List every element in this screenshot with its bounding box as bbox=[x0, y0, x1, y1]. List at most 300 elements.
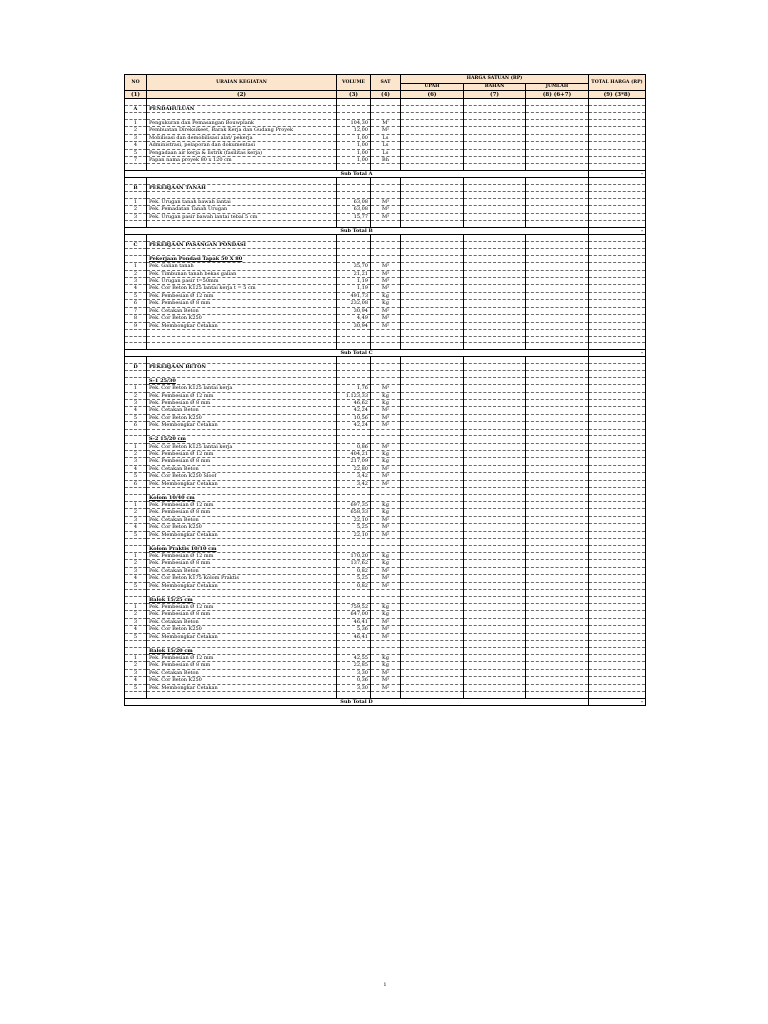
subsection-row bbox=[125, 647, 646, 654]
header-num-8: (8) (6+7) bbox=[526, 91, 589, 99]
cell-total bbox=[589, 263, 646, 270]
cell-volume: 30,94 bbox=[337, 322, 371, 329]
cell-no bbox=[125, 164, 147, 171]
cell-bahan bbox=[464, 329, 526, 336]
table-row bbox=[125, 422, 646, 429]
cell-total bbox=[589, 249, 646, 256]
cell-total bbox=[589, 647, 646, 654]
cell-upah bbox=[401, 357, 464, 364]
cell-bahan bbox=[464, 669, 526, 676]
cell-upah bbox=[401, 501, 464, 508]
cell-total bbox=[589, 371, 646, 378]
cell-total bbox=[589, 560, 646, 567]
cell-volume bbox=[337, 487, 371, 494]
cell-volume: 3,30 bbox=[337, 684, 371, 691]
cell-total bbox=[589, 524, 646, 531]
page-number: 1 bbox=[383, 982, 387, 988]
cell-total bbox=[589, 677, 646, 684]
cell-sat bbox=[371, 539, 401, 546]
cell-sat: M² bbox=[371, 480, 401, 487]
cell-sat: M³ bbox=[371, 315, 401, 322]
cell-bahan bbox=[464, 414, 526, 421]
cell-upah bbox=[401, 392, 464, 399]
cell-jumlah bbox=[526, 336, 589, 343]
cell-volume bbox=[337, 590, 371, 597]
cell-total bbox=[589, 142, 646, 149]
cell-bahan bbox=[464, 120, 526, 127]
cell-uraian bbox=[147, 357, 337, 364]
header-num-9: (9) (3*8) bbox=[589, 91, 646, 99]
cell-total bbox=[589, 392, 646, 399]
cell-sat bbox=[371, 221, 401, 228]
cell-jumlah bbox=[526, 343, 589, 350]
cell-total bbox=[589, 278, 646, 285]
cell-upah bbox=[401, 458, 464, 465]
cell-volume: 42,55 bbox=[337, 655, 371, 662]
table-row bbox=[125, 285, 646, 292]
cell-total bbox=[589, 127, 646, 134]
cell-no bbox=[125, 545, 147, 552]
cell-total bbox=[589, 134, 646, 141]
cell-sat: M' bbox=[371, 120, 401, 127]
cell-sat: Kg bbox=[371, 399, 401, 406]
cell-volume bbox=[337, 99, 371, 106]
cell-uraian bbox=[147, 539, 337, 546]
cell-uraian: Papan nama proyek 80 x 120 cm bbox=[147, 157, 337, 164]
table-row bbox=[125, 677, 646, 684]
cell-bahan bbox=[464, 399, 526, 406]
cell-sat: Ls bbox=[371, 142, 401, 149]
cell-no bbox=[125, 235, 147, 242]
cell-no: 2 bbox=[125, 392, 147, 399]
cell-no: 3 bbox=[125, 618, 147, 625]
cell-sat bbox=[371, 329, 401, 336]
cell-volume: 647,00 bbox=[337, 611, 371, 618]
cell-volume: 5,25 bbox=[337, 524, 371, 531]
cell-bahan bbox=[464, 494, 526, 501]
cell-volume: 3,42 bbox=[337, 473, 371, 480]
cell-sat: M² bbox=[371, 516, 401, 523]
cell-uraian bbox=[147, 429, 337, 436]
cell-total bbox=[589, 582, 646, 589]
cell-volume: 5,25 bbox=[337, 575, 371, 582]
cell-uraian bbox=[147, 99, 337, 106]
cell-uraian: Mobilisasi dan demobilisasi alat/ pekerja bbox=[147, 134, 337, 141]
header-num-7: (7) bbox=[464, 91, 526, 99]
cell-jumlah bbox=[526, 524, 589, 531]
cell-total bbox=[589, 164, 646, 171]
cell-upah bbox=[401, 545, 464, 552]
cell-upah bbox=[401, 307, 464, 314]
cell-sat: Kg bbox=[371, 392, 401, 399]
cell-volume bbox=[337, 221, 371, 228]
cell-upah bbox=[401, 263, 464, 270]
cell-jumlah bbox=[526, 450, 589, 457]
cell-jumlah bbox=[526, 235, 589, 242]
cell-total bbox=[589, 192, 646, 199]
cell-bahan bbox=[464, 450, 526, 457]
cell-jumlah bbox=[526, 278, 589, 285]
table-row bbox=[125, 149, 646, 156]
cell-jumlah bbox=[526, 164, 589, 171]
cell-uraian: Pek. Cetakan Beton bbox=[147, 669, 337, 676]
cell-jumlah bbox=[526, 392, 589, 399]
cell-upah bbox=[401, 539, 464, 546]
cell-no: 7 bbox=[125, 307, 147, 314]
cell-jumlah bbox=[526, 192, 589, 199]
cell-no: C bbox=[125, 241, 147, 248]
cell-uraian: Pek. Pembesian Ø 12 mm bbox=[147, 604, 337, 611]
cell-volume bbox=[337, 178, 371, 185]
section-row bbox=[125, 106, 646, 113]
cell-no: 1 bbox=[125, 443, 147, 450]
subsection-row bbox=[125, 596, 646, 603]
cell-jumlah bbox=[526, 487, 589, 494]
cell-sat: Kg bbox=[371, 611, 401, 618]
cell-no bbox=[125, 221, 147, 228]
header-volume: VOLUME bbox=[337, 75, 371, 91]
cell-no bbox=[125, 255, 147, 262]
cell-uraian: S-1 25/30 bbox=[147, 377, 337, 384]
cell-bahan bbox=[464, 516, 526, 523]
cell-no bbox=[125, 178, 147, 185]
cell-volume bbox=[337, 494, 371, 501]
cell-sat: M² bbox=[371, 531, 401, 538]
cell-uraian: S-2 15/20 cm bbox=[147, 436, 337, 443]
blank-row bbox=[125, 178, 646, 185]
table-row bbox=[125, 655, 646, 662]
cell-jumlah bbox=[526, 300, 589, 307]
cell-jumlah bbox=[526, 255, 589, 262]
cell-upah bbox=[401, 662, 464, 669]
cell-upah bbox=[401, 677, 464, 684]
cell-jumlah bbox=[526, 436, 589, 443]
cell-no: 3 bbox=[125, 213, 147, 220]
cell-uraian bbox=[147, 192, 337, 199]
cell-upah bbox=[401, 278, 464, 285]
section-row bbox=[125, 185, 646, 192]
blank-row bbox=[125, 113, 646, 120]
cell-uraian: Pek. Urugan pasir t=50mm bbox=[147, 278, 337, 285]
section-row bbox=[125, 241, 646, 248]
subtotal-value: - bbox=[589, 698, 646, 705]
cell-jumlah bbox=[526, 655, 589, 662]
cell-upah bbox=[401, 669, 464, 676]
cell-uraian: Pek. Pembesian Ø 8 mm bbox=[147, 611, 337, 618]
cell-jumlah bbox=[526, 185, 589, 192]
cell-jumlah bbox=[526, 371, 589, 378]
cell-volume bbox=[337, 377, 371, 384]
cell-volume: 1,76 bbox=[337, 385, 371, 392]
cell-jumlah bbox=[526, 458, 589, 465]
cell-uraian bbox=[147, 336, 337, 343]
table-row bbox=[125, 633, 646, 640]
cell-uraian bbox=[147, 692, 337, 699]
cell-volume bbox=[337, 692, 371, 699]
cell-uraian: Pek. Cetakan Beton bbox=[147, 516, 337, 523]
cell-uraian: Pek. Cetakan Beton bbox=[147, 307, 337, 314]
cell-jumlah bbox=[526, 641, 589, 648]
cell-no: 1 bbox=[125, 553, 147, 560]
cell-jumlah bbox=[526, 414, 589, 421]
table-row bbox=[125, 669, 646, 676]
cell-total bbox=[589, 501, 646, 508]
cell-no: 3 bbox=[125, 516, 147, 523]
cell-no bbox=[125, 192, 147, 199]
cell-total bbox=[589, 407, 646, 414]
cell-uraian bbox=[147, 164, 337, 171]
cell-total bbox=[589, 618, 646, 625]
cell-jumlah bbox=[526, 385, 589, 392]
cell-volume: 1.123,33 bbox=[337, 392, 371, 399]
cell-upah bbox=[401, 494, 464, 501]
cell-sat: M² bbox=[371, 684, 401, 691]
cell-upah bbox=[401, 300, 464, 307]
subsection-row bbox=[125, 377, 646, 384]
cell-total bbox=[589, 516, 646, 523]
table-row bbox=[125, 604, 646, 611]
cell-uraian: Pek. Membongkar Cetakan bbox=[147, 480, 337, 487]
cell-no: 4 bbox=[125, 285, 147, 292]
blank-row bbox=[125, 539, 646, 546]
cell-upah bbox=[401, 113, 464, 120]
cell-no: 1 bbox=[125, 199, 147, 206]
cell-jumlah bbox=[526, 494, 589, 501]
header-upah: UPAH bbox=[401, 84, 464, 91]
cell-volume bbox=[337, 329, 371, 336]
cell-no: 1 bbox=[125, 120, 147, 127]
cell-sat: M² bbox=[371, 567, 401, 574]
cell-upah bbox=[401, 516, 464, 523]
cell-total bbox=[589, 336, 646, 343]
cell-total bbox=[589, 377, 646, 384]
cell-uraian bbox=[147, 178, 337, 185]
cell-total bbox=[589, 185, 646, 192]
cell-uraian: Pek. Pembesian Ø 8 mm bbox=[147, 560, 337, 567]
cell-volume: 1,00 bbox=[337, 157, 371, 164]
cell-bahan bbox=[464, 626, 526, 633]
cell-jumlah bbox=[526, 221, 589, 228]
cell-jumlah bbox=[526, 531, 589, 538]
cell-total bbox=[589, 662, 646, 669]
table-row bbox=[125, 465, 646, 472]
cell-total bbox=[589, 157, 646, 164]
cell-sat: Ls bbox=[371, 149, 401, 156]
cell-volume: 15,77 bbox=[337, 213, 371, 220]
cell-volume bbox=[337, 185, 371, 192]
cell-total bbox=[589, 443, 646, 450]
cell-uraian bbox=[147, 329, 337, 336]
blank-row bbox=[125, 249, 646, 256]
cell-no: 6 bbox=[125, 480, 147, 487]
cell-bahan bbox=[464, 531, 526, 538]
table-row bbox=[125, 414, 646, 421]
cell-jumlah bbox=[526, 618, 589, 625]
blank-row bbox=[125, 329, 646, 336]
cell-total bbox=[589, 575, 646, 582]
subtotal-label: Sub Total A bbox=[125, 171, 589, 178]
cell-bahan bbox=[464, 285, 526, 292]
cell-no bbox=[125, 692, 147, 699]
table-row bbox=[125, 199, 646, 206]
header-num-4: (4) bbox=[371, 91, 401, 99]
cell-total bbox=[589, 531, 646, 538]
cell-uraian: Pek. Cetakan Beton bbox=[147, 407, 337, 414]
cell-jumlah bbox=[526, 647, 589, 654]
cell-total bbox=[589, 692, 646, 699]
cell-no: 5 bbox=[125, 149, 147, 156]
cell-no bbox=[125, 99, 147, 106]
cell-sat: Bh bbox=[371, 157, 401, 164]
cell-volume: 404,21 bbox=[337, 450, 371, 457]
cell-volume: 5,36 bbox=[337, 626, 371, 633]
cell-jumlah bbox=[526, 106, 589, 113]
table-row bbox=[125, 450, 646, 457]
cell-upah bbox=[401, 582, 464, 589]
cell-uraian: Pek. Pembesian Ø 8 mm bbox=[147, 509, 337, 516]
cell-bahan bbox=[464, 692, 526, 699]
cell-uraian: Pek. Pembesian Ø 12 mm bbox=[147, 450, 337, 457]
blank-row bbox=[125, 692, 646, 699]
cell-total bbox=[589, 235, 646, 242]
cell-sat: Ls bbox=[371, 134, 401, 141]
table-row bbox=[125, 263, 646, 270]
cell-bahan bbox=[464, 235, 526, 242]
cell-volume bbox=[337, 241, 371, 248]
cell-bahan bbox=[464, 307, 526, 314]
table-row bbox=[125, 626, 646, 633]
cell-jumlah bbox=[526, 560, 589, 567]
cell-bahan bbox=[464, 157, 526, 164]
table-row bbox=[125, 385, 646, 392]
cell-jumlah bbox=[526, 241, 589, 248]
cell-upah bbox=[401, 106, 464, 113]
table-row bbox=[125, 531, 646, 538]
cell-no bbox=[125, 539, 147, 546]
cell-no: 3 bbox=[125, 278, 147, 285]
cell-uraian bbox=[147, 641, 337, 648]
cell-bahan bbox=[464, 684, 526, 691]
cell-total bbox=[589, 399, 646, 406]
cell-uraian: Pek. Pembesian Ø 8 mm bbox=[147, 399, 337, 406]
cell-total bbox=[589, 596, 646, 603]
cell-volume: 1,00 bbox=[337, 149, 371, 156]
cell-jumlah bbox=[526, 582, 589, 589]
cell-upah bbox=[401, 206, 464, 213]
cell-total bbox=[589, 509, 646, 516]
table-row bbox=[125, 611, 646, 618]
cell-volume bbox=[337, 343, 371, 350]
cell-bahan bbox=[464, 270, 526, 277]
cell-upah bbox=[401, 157, 464, 164]
cell-uraian: Pek. Pembesian Ø 12 mm bbox=[147, 392, 337, 399]
cell-sat: Kg bbox=[371, 300, 401, 307]
cell-uraian bbox=[147, 235, 337, 242]
cell-uraian: Pek. Pembesian Ø 8 mm bbox=[147, 300, 337, 307]
cell-bahan bbox=[464, 164, 526, 171]
cell-jumlah bbox=[526, 157, 589, 164]
cell-total bbox=[589, 292, 646, 299]
cell-bahan bbox=[464, 524, 526, 531]
cell-no: A bbox=[125, 106, 147, 113]
cell-jumlah bbox=[526, 285, 589, 292]
cell-upah bbox=[401, 524, 464, 531]
cell-upah bbox=[401, 99, 464, 106]
cell-bahan bbox=[464, 249, 526, 256]
blank-row bbox=[125, 357, 646, 364]
cell-volume: 30,94 bbox=[337, 307, 371, 314]
subtotal-value: - bbox=[589, 227, 646, 234]
blank-row bbox=[125, 192, 646, 199]
cell-bahan bbox=[464, 385, 526, 392]
cell-bahan bbox=[464, 501, 526, 508]
cell-sat: M² bbox=[371, 669, 401, 676]
header-bahan: BAHAN bbox=[464, 84, 526, 91]
cell-bahan bbox=[464, 185, 526, 192]
cell-upah bbox=[401, 199, 464, 206]
cell-volume: 0,86 bbox=[337, 443, 371, 450]
cell-upah bbox=[401, 450, 464, 457]
cell-no bbox=[125, 343, 147, 350]
cell-volume bbox=[337, 545, 371, 552]
header-uraian: URAIAN KEGIATAN bbox=[147, 75, 337, 91]
cell-jumlah bbox=[526, 539, 589, 546]
cell-sat bbox=[371, 336, 401, 343]
cell-uraian: PEKERJAAN TANAH bbox=[147, 185, 337, 192]
cell-upah bbox=[401, 241, 464, 248]
cell-bahan bbox=[464, 487, 526, 494]
cell-volume: 759,52 bbox=[337, 604, 371, 611]
cell-bahan bbox=[464, 545, 526, 552]
cell-sat: M² bbox=[371, 618, 401, 625]
cell-no: 4 bbox=[125, 142, 147, 149]
cell-volume: 0,82 bbox=[337, 567, 371, 574]
cell-volume: 3,30 bbox=[337, 669, 371, 676]
cell-no bbox=[125, 436, 147, 443]
cell-no: 1 bbox=[125, 385, 147, 392]
cell-sat: Kg bbox=[371, 501, 401, 508]
table-row bbox=[125, 322, 646, 329]
cell-bahan bbox=[464, 458, 526, 465]
cell-bahan bbox=[464, 213, 526, 220]
cell-total bbox=[589, 199, 646, 206]
header-num-2: (2) bbox=[147, 91, 337, 99]
cell-upah bbox=[401, 429, 464, 436]
cell-no: 1 bbox=[125, 501, 147, 508]
cell-jumlah bbox=[526, 590, 589, 597]
cell-no bbox=[125, 641, 147, 648]
cell-volume: 232,08 bbox=[337, 300, 371, 307]
table-row bbox=[125, 509, 646, 516]
cell-no: 4 bbox=[125, 677, 147, 684]
cell-upah bbox=[401, 611, 464, 618]
cell-sat bbox=[371, 692, 401, 699]
cell-bahan bbox=[464, 392, 526, 399]
cell-bahan bbox=[464, 647, 526, 654]
cell-volume bbox=[337, 164, 371, 171]
cell-upah bbox=[401, 127, 464, 134]
cell-sat bbox=[371, 596, 401, 603]
cell-total bbox=[589, 458, 646, 465]
cell-total bbox=[589, 206, 646, 213]
cell-upah bbox=[401, 684, 464, 691]
header-no: NO bbox=[125, 75, 147, 91]
cell-volume: 46,62 bbox=[337, 399, 371, 406]
table-row bbox=[125, 120, 646, 127]
cell-total bbox=[589, 567, 646, 574]
cell-upah bbox=[401, 343, 464, 350]
blank-row bbox=[125, 487, 646, 494]
